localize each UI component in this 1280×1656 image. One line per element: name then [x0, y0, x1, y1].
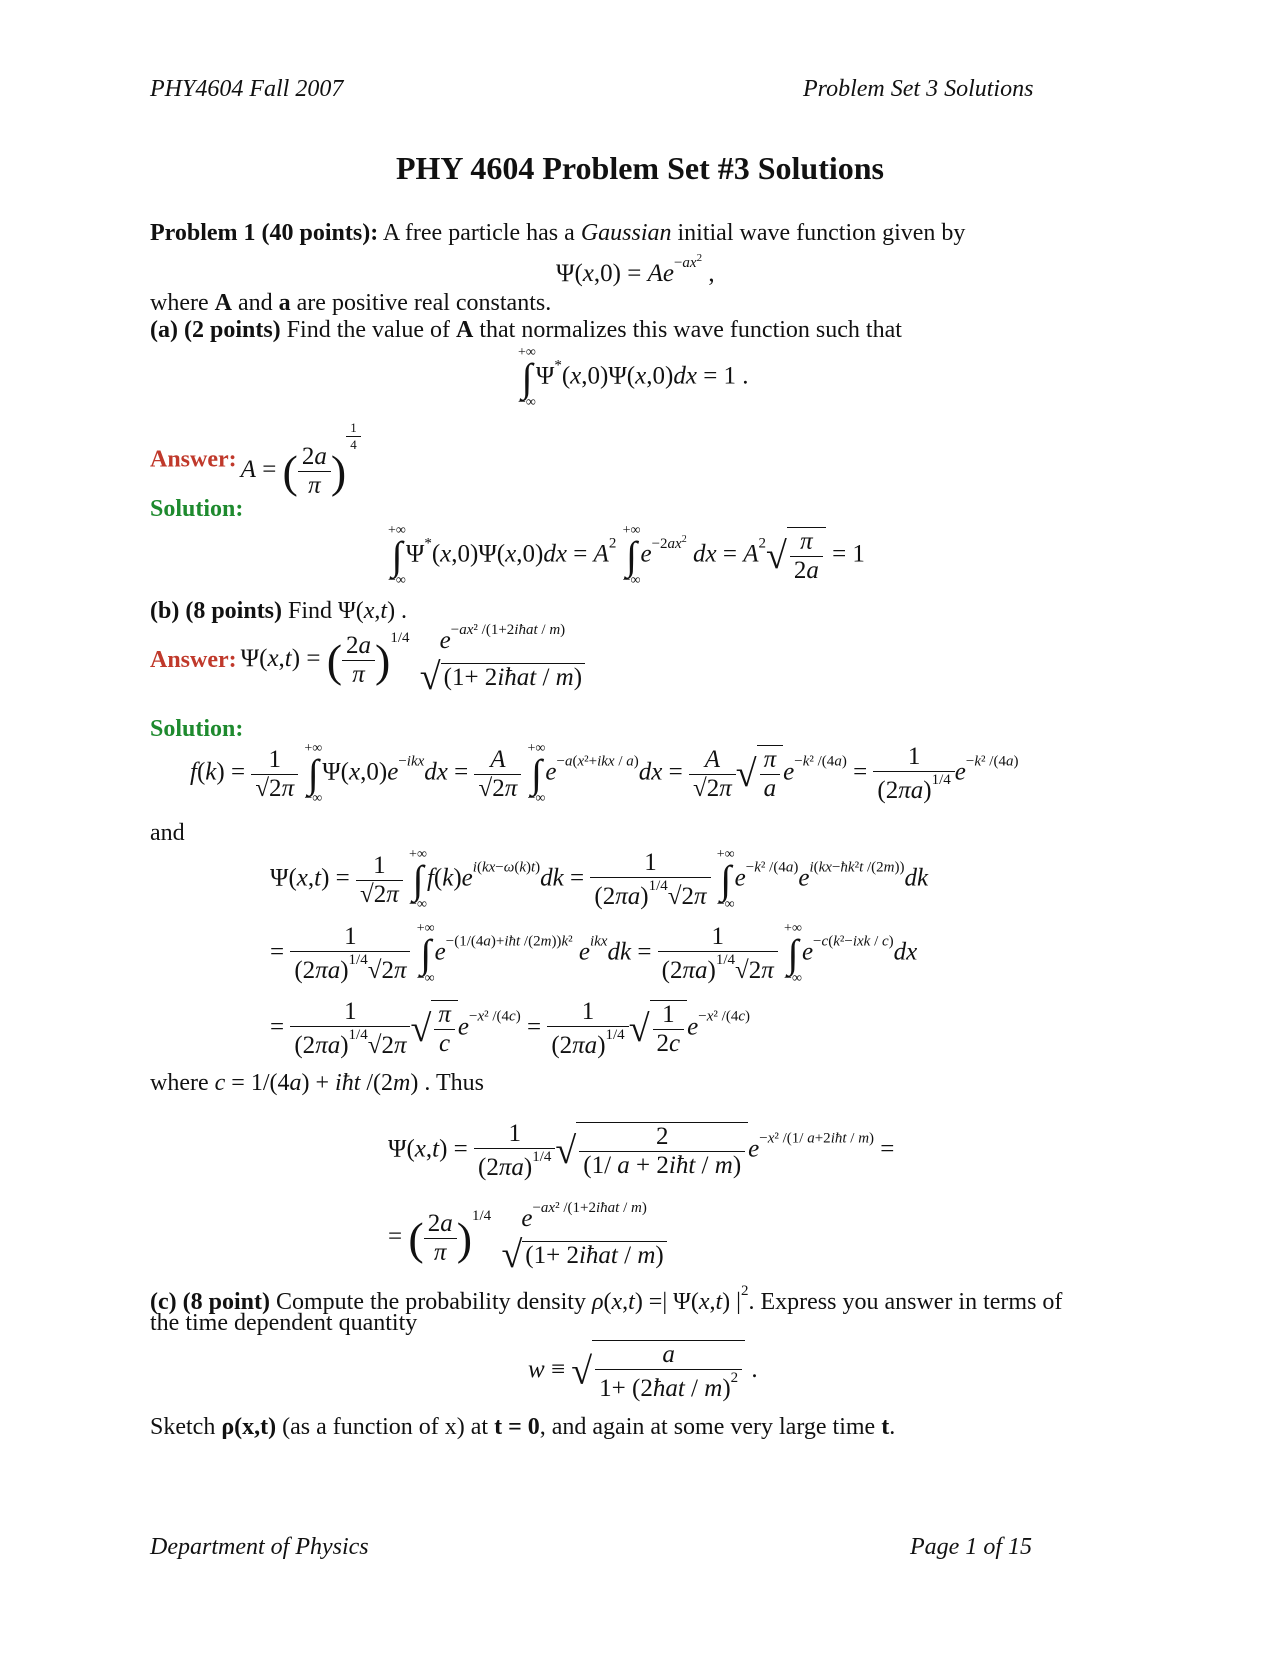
- equation-initial: $\Psi(x,0) = Ae^{-ax^2}$ ,: [556, 252, 715, 287]
- footer-right: Page 1 of 15: [910, 1534, 1032, 1560]
- equation-w: w ≡ √ $\frac{a}{1+ (2ħat / m)^2}$ .: [528, 1341, 758, 1402]
- equation-psi-xt-2: = $\frac{1}{(2\pi a)^{1/4}√2\pi}$ +∞ ∫ −∞ $e^{-(1/(4a)+iħt /(2m))k^2}$ $e^{ikx}dk$ = $\frac{1}{(2\pi a)^{1/4}√2\pi}$ +∞ ∫ −∞ $e^{-c(k^2-ixk / c)}dx$: [270, 921, 918, 986]
- part-c-prompt: (c) (8 point) Compute the probability density ρ(x,t) =| Ψ(x,t) $|^2$. Express you answer in terms of: [150, 1283, 1063, 1315]
- sketch-end: .: [889, 1414, 896, 1440]
- problem1-text-b: initial wave function given by: [677, 220, 966, 246]
- sketch-t: t: [881, 1414, 890, 1440]
- sketch-text-1: Sketch: [150, 1414, 216, 1440]
- footer-left: Department of Physics: [150, 1534, 369, 1560]
- problem1-gaussian: Gaussian: [580, 220, 672, 246]
- constants-a: a: [278, 290, 291, 316]
- header-right: Problem Set 3 Solutions: [803, 76, 1034, 102]
- equation-psi-xt-final-1: Ψ(x,t) = $\frac{1}{(2\pi a)^{1/4}}$ √ $\frac{2}{\text{(1/ a + 2iħt / m)}}$ $e^{-x^2 /(1/ a+2iħt / m)}$ =: [388, 1120, 895, 1181]
- thus-text: Thus: [435, 1070, 484, 1096]
- part-a-text-2: that normalizes this wave function such that: [479, 317, 902, 343]
- equation-normalization: +∞ ∫ −∞ Ψ*(x,0)Ψ(x,0)dx = 1 .: [518, 345, 749, 410]
- constants-line: [150, 288, 551, 318]
- part-c-text-3: the time dependent quantity: [150, 1310, 418, 1336]
- part-a-prompt: [150, 315, 902, 345]
- sketch-text-3: , and again at some very large time: [539, 1414, 876, 1440]
- solution-label-a: Solution:: [150, 496, 244, 522]
- equation-psi-xt-3: = $\frac{1}{(2\pi a)^{1/4}√2\pi}$ √ $\frac{\pi}{c}$ $e^{-x^2 /(4c)}$ = $\frac{1}{(2\pi a)^{1/4}}$ √ $\frac{1}{2c}$ $e^{-x^2 /(4c)}$: [270, 998, 750, 1059]
- equation-psi-xt-1: Ψ(x,t) = $\frac{1}{√2\pi}$ +∞ ∫ −∞ $f(k)e^{i(kx-\omega(k)t)}dk$ = $\frac{1}{(2\pi a)^{1/4}√2\pi}$ +∞ ∫ −∞ $e^{-k^2 /(4a)}e^{i(kx-ħk^2t /(2m))}dk$: [270, 847, 929, 912]
- equation-psi-xt-final-2: = ( $\frac{2a}{\pi}$ )$^{1/4}$ $e^{-ax^2 /(1+2iħat / m)}$ √ (1+ 2iħat / m): [388, 1200, 671, 1277]
- problem1-intro: [150, 218, 965, 248]
- part-b-text: Find: [288, 598, 333, 624]
- constants-where: where: [150, 290, 209, 316]
- part-a-text-1: Find the value of: [286, 317, 450, 343]
- part-c-text-2: . Express you answer in terms of: [748, 1289, 1063, 1315]
- constants-rest: are positive real constants.: [296, 290, 552, 316]
- page-title: PHY 4604 Problem Set #3 Solutions: [395, 150, 884, 186]
- part-b-answer: Answer: Ψ(x,t) = ( $\frac{2a}{\pi}$ )$^{1/4}$ $e^{-ax^2 /(1+2iħat / m)}$ √ (1+ 2iħat / m): [150, 622, 589, 699]
- equation-normalization-solution: +∞ ∫ −∞ $\Psi^*(x,0)\Psi(x,0)dx = A^2$ +∞ ∫ −∞ $e^{-2ax^2}$ dx = $A^2√$ $\frac{\pi}{2a}$ = 1: [388, 523, 865, 588]
- where-text: where: [150, 1070, 209, 1096]
- sketch-rho: ρ(x,t): [221, 1414, 277, 1440]
- equation-fk: f(k) = $\frac{1}{√2\pi}$ +∞ ∫ −∞ $\Psi(x,0)e^{-ikx}dx$ = $\frac{A}{√2\pi}$ +∞ ∫ −∞ $e^{-a(x^2+ikx / a)}dx$ = $\frac{A}{√2\pi}$ √ $\frac{\pi}{a}$ $e^{-k^2 /(4a)}$ = $\frac{1}{(2\pi a)^{1/4}}$ $e^{-k^2 /(4a)}$: [190, 741, 1019, 806]
- solution-label-b: Solution:: [150, 716, 244, 742]
- part-a-answer: Answer: A = ( $\frac{2a}{\pi}$ ) $\frac{1}{4}$: [150, 420, 361, 500]
- part-a-label: (a) (2 points): [150, 317, 281, 343]
- header-left: PHY4604 Fall 2007: [150, 76, 344, 102]
- and-text: and: [150, 820, 185, 846]
- answer-label-b: Answer:: [150, 647, 237, 673]
- constants-and: and: [237, 290, 273, 316]
- part-b-label: (b) (8 points): [150, 598, 283, 624]
- where-c-line: where c = 1/(4a) + iħt /(2m) . Thus: [150, 1070, 484, 1096]
- constants-A: A: [214, 290, 232, 316]
- answer-label-a: Answer:: [150, 446, 237, 473]
- sketch-text-2: (as a function of x) at: [282, 1414, 489, 1440]
- part-c-text-1: Compute the probability density: [275, 1289, 586, 1315]
- sketch-t0: t = 0: [494, 1414, 540, 1440]
- part-b-prompt: (b) (8 points) Find Ψ(x,t) .: [150, 598, 408, 624]
- sketch-line: [150, 1412, 895, 1442]
- problem1-label: Problem 1 (40 points):: [150, 220, 379, 246]
- part-c-label: (c) (8 point): [150, 1289, 270, 1315]
- problem1-text-a: A free particle has a: [382, 220, 575, 246]
- part-a-A: A: [455, 317, 474, 343]
